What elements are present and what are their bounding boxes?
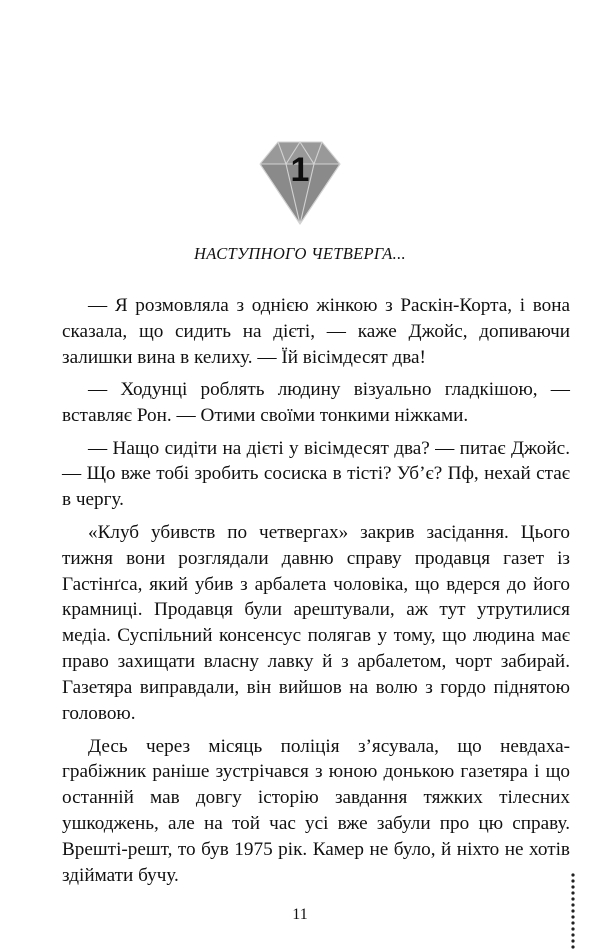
paragraph: — Нащо сидіти на дієті у вісімдесят два? — питає Джойс. — Що вже тобі зробить сосиска в тісті? Уб’є? Пф, нехай стає в чергу. bbox=[62, 437, 570, 511]
page-edge-dots bbox=[569, 872, 577, 952]
paragraph: «Клуб убивств по четвергах» закрив засідання. Цього тижня вони розглядали давню справу продавця газет із Гастінґса, який убив з арбалета чоловіка, що вдерся до його крамниці. Продавця були арештували, аж тут утрутилися медіа. Суспільний консенсус полягав у тому, що людина має право захищати власну лавку й з арбалетом, чорт забирай. Газетяра виправдали, він вийшов на волю з гордо піднятою головою. bbox=[62, 521, 570, 725]
chapter-title: НАСТУПНОГО ЧЕТВЕРГА... bbox=[194, 244, 406, 263]
paragraph: — Я розмовляла з однією жінкою з Раскін-Корта, і вона сказала, що сидить на дієті, — каже Джойс, допиваючи залишки вина в келиху. — Їй вісімдесят два! bbox=[62, 295, 570, 368]
page-number: 11 bbox=[292, 906, 308, 923]
chapter-number: 1 bbox=[290, 151, 310, 189]
body-text bbox=[62, 293, 570, 895]
paragraph: Десь через місяць поліція з’ясувала, що невдаха-грабіжник раніше зустрічався з юною донькою газетяра і що останній мав довгу історію завдання тяжких тілесних ушкоджень, але на той час усі вже забули про цю справу. Врешті-решт, то був 1975 рік. Камер не було, й ніхто не хотів здіймати бучу. bbox=[62, 735, 570, 887]
paragraph: — Ходунці роблять людину візуально гладкішою, — вставляє Рон. — Отими своїми тонкими ніжками. bbox=[62, 379, 570, 427]
